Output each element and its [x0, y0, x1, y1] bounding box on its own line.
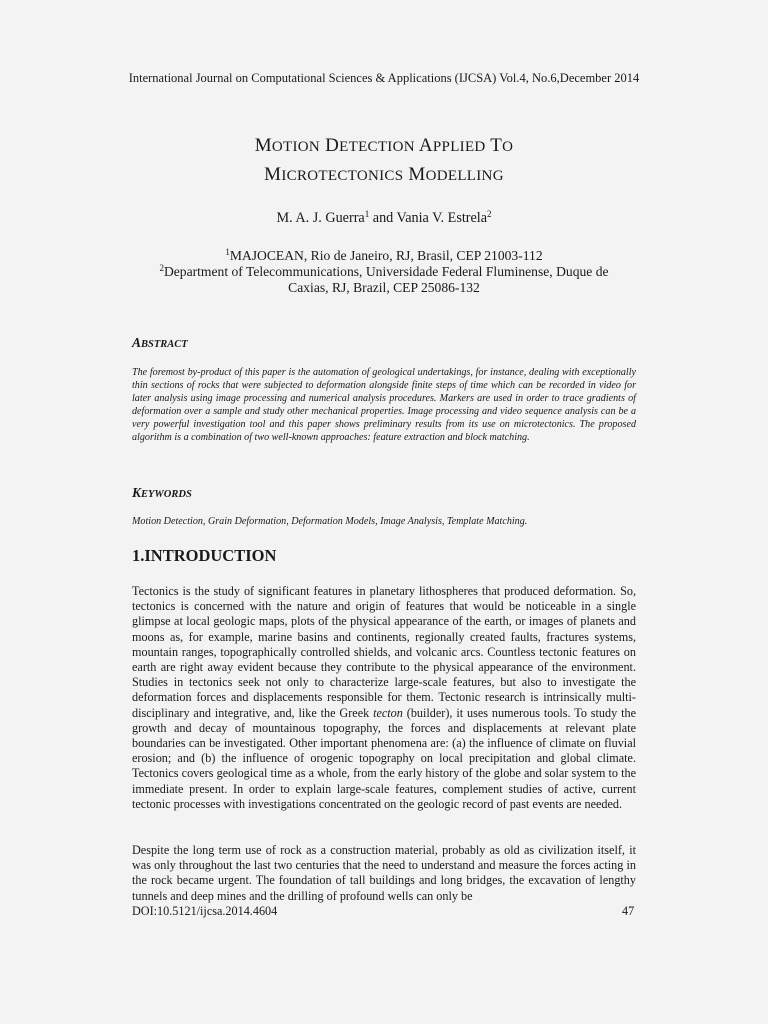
affiliation-1: $^1$MAJOCEAN, Rio de Janeiro, RJ, Brasil, CEP 21003-112 [225, 247, 543, 263]
keywords-text: Motion Detection, Grain Deformation, Deformation Models, Image Analysis, Template Matching. [132, 516, 528, 527]
author-2: Vania V. Estrela [396, 210, 488, 226]
title-line-2: MICROTECTONICS MODELLING [264, 164, 504, 185]
keywords-heading: KEYWORDS [132, 485, 192, 500]
intro-paragraph-2: Despite the long term use of rock as a construction material, probably as old as civilization itself, it was only throughout the last two centuries that the need to understand and measure the forces acting in the rock became urgent. The foundation of tall buildings and long bridges, the excavation of lengthy tunnels and deep mines and the drilling of profound wells can only be [132, 843, 636, 903]
page-number: 47 [622, 904, 635, 918]
affiliations [0, 248, 768, 296]
affiliation-2-cont: Caxias, RJ, Brazil, CEP 25086-132 [288, 280, 480, 295]
title-line-1: MOTION DETECTION APPLIED TO [254, 135, 514, 156]
affiliation-2: $^2$Department of Telecommunications, Universidade Federal Fluminense, Duque de [159, 263, 609, 279]
abstract-text: The foremost by-product of this paper is the automation of geological undertakings, for instance, dealing with exceptionally thin sections of rocks that were subjected to deformation alongside finite steps of time which can be recorded in video for later analysis using image processing and numerical analysis procedures. Markers are used in order to trace gradients of deformation over a sample and study other mechanical properties. Image processing and video sequence analysis can be a very powerful investigation tool and this paper shows preliminary results from its use on microtectonics. The proposed algorithm is a combination of two well-known approaches: feature extraction and block matching. [132, 367, 636, 443]
doi: DOI:10.5121/ijcsa.2014.4604 [132, 904, 278, 918]
author-1: M. A. J. Guerra [276, 210, 365, 226]
introduction-heading: 1.INTRODUCTION [132, 546, 277, 565]
journal-header: International Journal on Computational Sciences & Applications (IJCSA) Vol.4, No.6,December 2014 [128, 71, 640, 85]
author-list: M. A. J. Guerra$^1$ and Vania V. Estrela$^2$ [276, 209, 492, 226]
abstract-heading: ABSTRACT [132, 335, 188, 350]
paper-title [0, 132, 768, 190]
intro-paragraph-1: Tectonics is the study of significant features in planetary lithospheres that produced deformation. So, tectonics is concerned with the nature and origin of features that would be noticeable in a single glimpse at local geologic maps, plots of the physical appearance of the earth, or images of planets and moons as, for example, marine basins and continents, regionally created faults, fractures systems, mountain ranges, topographically controlled shields, and volcanic arcs. Countless tectonic features on earth are right away evident because they contribute to the physical appearance of the environment. Studies in tectonics seek not only to characterize large-scale features, but also to investigate the deformation forces and displacements responsible for them. Tectonic research is intrinsically multi-disciplinary and integrative, and, like the Greek tecton (builder), it uses numerous tools. To study the growth and decay of mountainous topography, the forces and displacements at relevant plate boundaries can be investigated. Other important phenomena are: (a) the influence of climate on fluvial erosion; and (b) the influence of orogenic topography on local precipitation and global climate. Tectonics covers geological time as a whole, from the early history of the globe and solar system to the immediate present. In order to explain large-scale features, complement studies of active, current tectonic processes with investigations concentrated on the geologic record of past events are needed. [132, 584, 636, 811]
